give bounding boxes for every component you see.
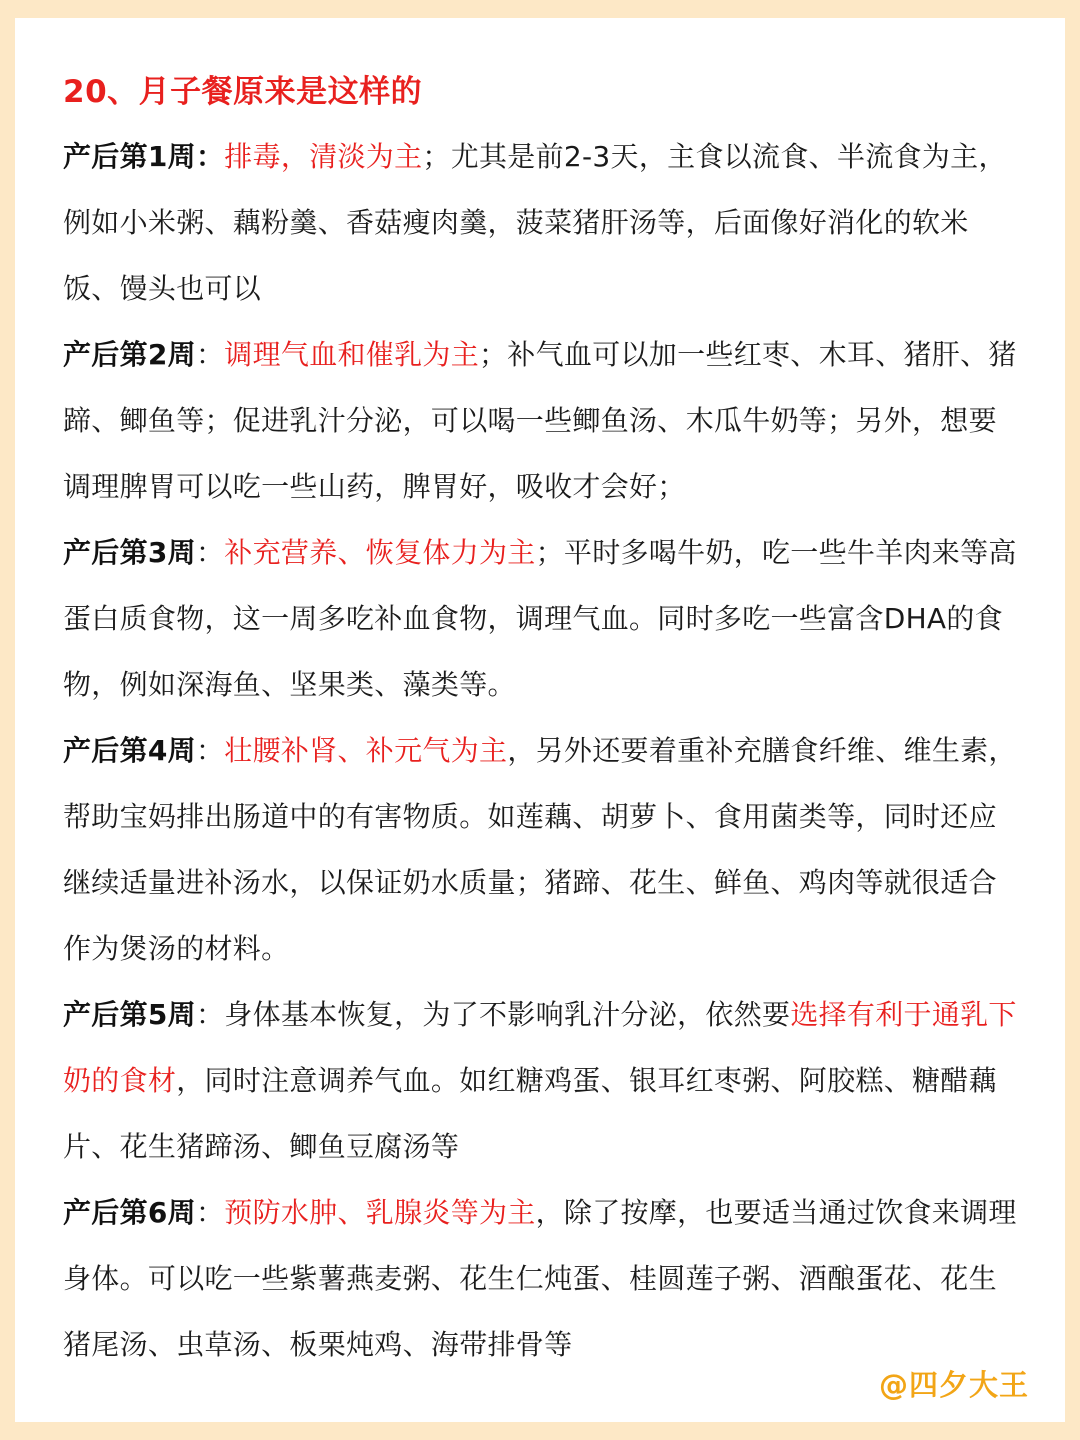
week-6-separator: ：	[195, 1196, 225, 1229]
week-4-text: ，另外还要着重补充膳食纤维、维生素，帮助宝妈排出肠道中的有害物质。如莲藕、胡萝卜、食用菌类等，同时还应继续适量进补汤水，以保证奶水质量；猪蹄、花生、鲜鱼、鸡肉等就很适合作为煲汤的材料。	[63, 734, 1017, 965]
week-6-text: ，除了按摩，也要适当通过饮食来调理身体。可以吃一些紫薯燕麦粥、花生仁炖蛋、桂圆莲子粥、酒酿蛋花、花生猪尾汤、虫草汤、板栗炖鸡、海带排骨等	[63, 1196, 1017, 1361]
week-5-separator: ：	[195, 998, 225, 1031]
week-3-paragraph	[63, 520, 1023, 718]
week-1-text: ；尤其是前2-3天，主食以流食、半流食为主，例如小米粥、藕粉羹、香菇瘦肉羹，菠菜猪肝汤等，后面像好消化的软米饭、馒头也可以	[63, 140, 1007, 305]
week-2-separator: ：	[195, 338, 225, 371]
week-2-highlight: 调理气血和催乳为主	[224, 338, 479, 371]
week-5-paragraph	[63, 982, 1023, 1180]
week-1-paragraph	[63, 124, 1023, 322]
week-5-highlight: 选择有利于通乳下奶的食材	[63, 998, 1017, 1097]
week-1-label: 产后第1周：	[63, 140, 225, 173]
week-4-separator: ：	[195, 734, 225, 767]
week-3-separator: ：	[195, 536, 225, 569]
week-3-text: ；平时多喝牛奶，吃一些牛羊肉来等高蛋白质食物，这一周多吃补血食物，调理气血。同时多吃一些富含DHA的食物，例如深海鱼、坚果类、藻类等。	[63, 536, 1017, 701]
week-3-highlight: 补充营养、恢复体力为主	[224, 536, 536, 569]
article-title: 20、月子餐原来是这样的	[63, 74, 423, 110]
week-4-paragraph	[63, 718, 1023, 982]
week-5-pre-text: 身体基本恢复，为了不影响乳汁分泌，依然要	[224, 998, 791, 1031]
week-1-highlight: 排毒，清淡为主	[224, 140, 423, 173]
article-card	[15, 18, 1065, 1422]
week-4-label: 产后第4周	[63, 734, 196, 767]
week-4-highlight: 壮腰补肾、补元气为主	[224, 734, 508, 767]
week-2-text: ；补气血可以加一些红枣、木耳、猪肝、猪蹄、鲫鱼等；促进乳汁分泌，可以喝一些鲫鱼汤、木瓜牛奶等；另外，想要调理脾胃可以吃一些山药，脾胃好，吸收才会好；	[63, 338, 1017, 503]
week-5-label: 产后第5周	[63, 998, 196, 1031]
week-3-label: 产后第3周	[63, 536, 196, 569]
author-watermark: @四夕大王	[878, 1368, 1029, 1402]
week-5-text: ，同时注意调养气血。如红糖鸡蛋、银耳红枣粥、阿胶糕、糖醋藕片、花生猪蹄汤、鲫鱼豆腐汤等	[63, 1064, 997, 1163]
week-6-highlight: 预防水肿、乳腺炎等为主	[224, 1196, 536, 1229]
week-sections	[63, 124, 1023, 1378]
week-6-paragraph	[63, 1180, 1023, 1378]
week-6-label: 产后第6周	[63, 1196, 196, 1229]
week-2-label: 产后第2周	[63, 338, 196, 371]
week-2-paragraph	[63, 322, 1023, 520]
